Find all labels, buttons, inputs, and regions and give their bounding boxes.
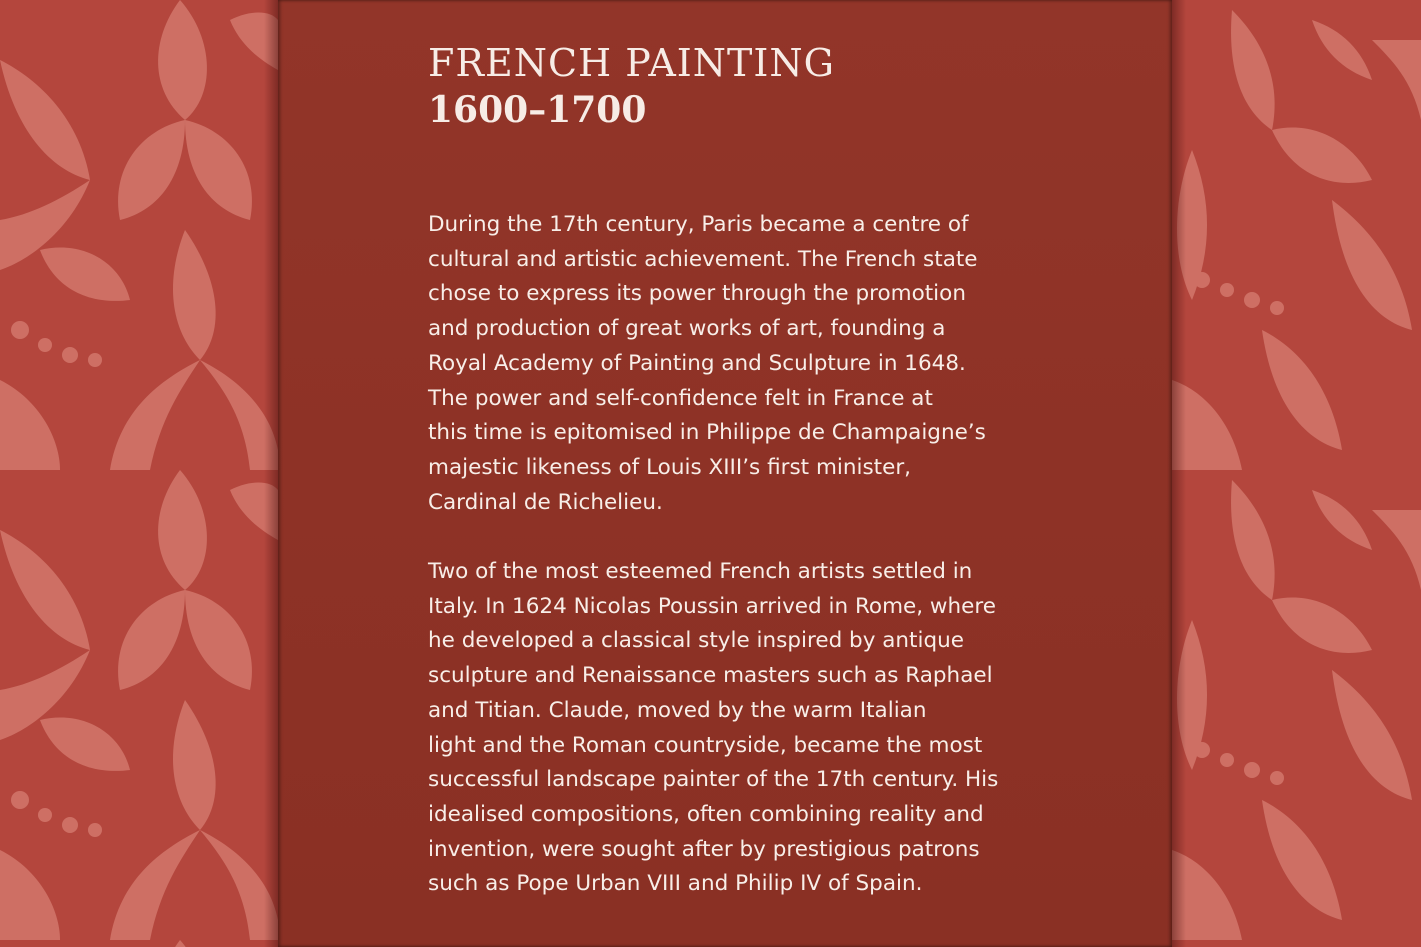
paragraph-line: idealised compositions, often combining reality and: [428, 801, 984, 827]
damask-pattern-left: [0, 0, 278, 947]
paragraph-line: he developed a classical style inspired by antique: [428, 628, 964, 654]
panel-date-range: 1600–1700: [428, 89, 647, 131]
paragraph-paris: [428, 208, 986, 520]
paragraph-line: such as Pope Urban VIII and Philip IV of Spain.: [428, 871, 923, 897]
wall-text-panel: [278, 0, 1172, 947]
paragraph-line: and production of great works of art, founding a: [428, 316, 946, 342]
paragraph-line: Two of the most esteemed French artists settled in: [428, 559, 973, 584]
paragraph-line: invention, were sought after by prestigious patrons: [428, 836, 980, 862]
paragraph-line: majestic likeness of Louis XIII’s first minister,: [428, 454, 911, 480]
panel-title: FRENCH PAINTING: [428, 41, 836, 85]
paragraph-line: chose to express its power through the promotion: [428, 281, 966, 307]
paragraph-line: Royal Academy of Painting and Sculpture in 1648.: [428, 350, 966, 376]
paragraph-line: this time is epitomised in Philippe de Champaigne’s: [428, 420, 986, 446]
paragraph-line: and Titian. Claude, moved by the warm Italian: [428, 697, 927, 723]
damask-wallpaper-left: [0, 0, 278, 947]
wall-shadow-left: [264, 0, 278, 947]
damask-pattern-right: [1172, 0, 1421, 947]
paragraph-line: light and the Roman countryside, became the most: [428, 732, 983, 758]
paragraph-line: During the 17th century, Paris became a centre of: [428, 212, 969, 237]
paragraph-italy: [428, 555, 998, 902]
paragraph-line: cultural and artistic achievement. The French state: [428, 246, 978, 272]
paragraph-line: Italy. In 1624 Nicolas Poussin arrived in Rome, where: [428, 593, 996, 619]
paragraph-line: successful landscape painter of the 17th century. His: [428, 767, 999, 793]
paragraph-line: Cardinal de Richelieu.: [428, 489, 663, 515]
paragraph-line: The power and self-confidence felt in France at: [428, 385, 933, 411]
paragraph-line: sculpture and Renaissance masters such as Raphael: [428, 663, 993, 689]
wall-shadow-right: [1172, 0, 1186, 947]
damask-wallpaper-right: [1172, 0, 1421, 947]
